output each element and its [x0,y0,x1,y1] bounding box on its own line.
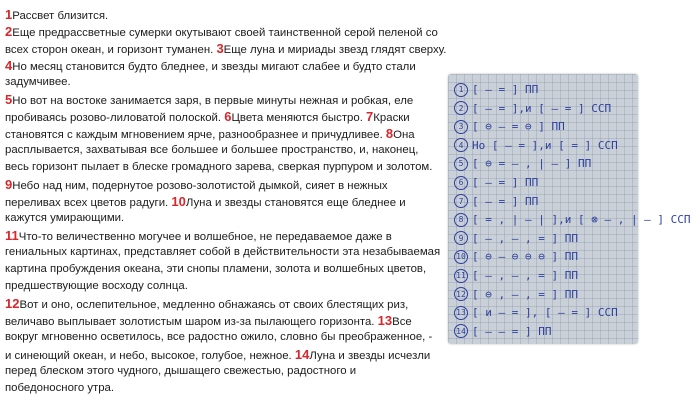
scheme-number: 5 [454,157,468,171]
text-line [5,346,445,363]
text-line [5,142,445,159]
scheme-text: [ – , – , = ] ПП [472,269,578,282]
text-line [5,261,445,278]
scheme-text: [ ⊖ – = ⊖ ] ПП [472,120,565,134]
sentence-number: 8 [385,126,394,141]
text-line [5,57,445,74]
sentence-number: 2 [5,24,13,39]
text-segment: и синеющий океан, и небо, высокое, голубое, нежное. [5,350,295,362]
scheme-number: 8 [454,213,468,227]
scheme-number: 6 [454,176,468,190]
text-segment: расплывается, захватывая все большее и большее пространство, и, наконец, [5,144,419,156]
text-line [5,125,445,142]
text-line [5,244,445,261]
sentence-number: 3 [216,41,224,56]
scheme-number: 9 [454,231,468,245]
scheme-number: 14 [454,324,468,338]
scheme-row [454,99,611,118]
text-segment: Все [392,316,412,328]
scheme-row [454,136,618,155]
sentence-number: 14 [294,347,310,362]
text-segment: Краски [373,112,410,124]
text-line [5,295,445,312]
text-segment: переливах всех цветов радуги. [5,197,172,209]
sentence-number: 4 [5,58,13,73]
text-line [5,159,445,176]
text-segment: Еще предрассветные сумерки окутывают своей таинственной серой пеленой со [12,27,438,39]
text-segment: картина пробуждения океана, эти снопы пламени, золота и волшебных цветов, [5,263,427,275]
text-segment: Луна и звезды исчезли [309,350,431,362]
text-line [5,329,445,346]
scheme-number: 12 [454,287,468,301]
sentence-number: 10 [171,194,186,209]
text-line [5,108,445,125]
scheme-row [454,192,538,211]
text-segment: Что-то величественно могучее и волшебное, не передаваемое даже в [18,231,392,243]
text-line [5,74,445,91]
scheme-number: 3 [454,120,468,134]
scheme-text: [ – , – , = ] ПП [472,231,578,245]
text-line [5,227,445,244]
scheme-text: Но [ – = ],и [ = ] ССП [472,138,618,152]
text-segment: пробиваясь розово-лиловатой полоской. [5,112,225,124]
text-line [5,363,445,380]
text-line [5,6,445,23]
text-segment: Вот и оно, ослепительное, медленно обнажаясь от своих блестящих риз, [19,299,409,311]
scheme-row [454,322,551,341]
scheme-text: [ – = ] ПП [472,194,539,208]
scheme-row [454,303,618,322]
scheme-row [454,210,691,229]
text-segment: Еще луна и мириады звезд глядят сверху. [223,44,447,56]
scheme-number: 2 [454,101,468,115]
text-line [5,380,445,397]
scheme-text: [ – = ],и [ – = ] ССП [472,101,612,115]
text-segment: Цвета меняются быстро. [231,112,367,124]
sentence-number: 6 [224,109,232,124]
text-segment: весь горизонт пылает в блеске громадного зарева, сверкая пурпуром и золотом. [5,161,433,173]
text-line [5,91,445,108]
scheme-row [454,229,578,248]
text-segment: вокруг мгновенно осветилось, все радостно ожило, словно бы преображенное, - [5,331,433,343]
scheme-number: 11 [454,269,468,283]
text-segment: Небо над ним, подернутое розово-золотистой дымкой, сияет в нежных [12,180,388,192]
text-segment: Но месяц становится будто бледнее, и звезды мигают слабее и будто стали [12,61,416,73]
text-segment: предшествующие восходу солнца. [5,280,188,292]
scheme-number: 1 [454,83,468,97]
scheme-row [454,117,565,136]
scheme-row [454,80,538,99]
scheme-row [454,247,578,266]
scheme-number: 10 [454,250,468,264]
text-line [5,23,445,40]
sentence-number: 12 [5,296,20,311]
text-line [5,312,445,329]
scheme-text: [ ⊖ – ⊖ ⊖ ⊖ ] ПП [472,250,578,264]
text-segment: гениальных картинах, представляет собой в действительности эта незабываемая [5,246,441,258]
sentence-number: 13 [377,313,393,328]
essay-text [5,6,445,397]
sentence-number: 11 [5,228,19,243]
scheme-text: [ – = ] ПП [472,176,539,189]
sentence-number: 5 [5,92,13,107]
scheme-row [454,266,578,285]
text-segment: кажутся умирающими. [5,212,125,224]
scheme-number: 4 [454,138,468,152]
text-segment: Но вот на востоке занимается заря, в первые минуты нежная и робкая, еле [12,95,414,107]
text-segment: перед блеском этого чудного, дышащего свежестью, радостного и [5,365,357,377]
scheme-text: [ – – = ] ПП [472,324,552,338]
scheme-text: [ ⊖ , – , = ] ПП [472,287,578,301]
text-segment: становятся с каждым мгновением ярче, разнообразнее и причудливее. [5,129,386,141]
notebook-photo [448,74,691,344]
scheme-row [454,285,578,304]
text-line [5,176,445,193]
scheme-text: [ – = ] ПП [472,83,539,96]
text-segment: победоносного утра. [5,382,115,394]
text-line [5,210,445,227]
sentence-number: 7 [366,109,374,124]
text-line [5,40,445,57]
text-segment: задумчивее. [5,76,71,88]
text-segment: Она [393,129,415,141]
text-segment: Рассвет близится. [12,10,109,22]
text-segment: Луна и звезды становятся еще бледнее и [185,197,406,209]
scheme-row [454,154,591,173]
scheme-text: [ ⊖ = – , | – ] ПП [472,157,592,171]
scheme-number: 7 [454,194,468,208]
scheme-text: [ и – = ], [ – = ] ССП [472,306,618,320]
sentence-number: 9 [5,177,13,192]
text-segment: величаво выплывает золотистым шаром из-за пылающего горизонта. [5,316,378,328]
scheme-number: 13 [454,306,468,320]
scheme-row [454,173,538,192]
text-line [5,193,445,210]
sentence-number: 1 [5,7,13,22]
scheme-text: [ = , | – | ],и [ ⊗ – , | – ] ССП [472,213,691,227]
text-segment: всех сторон океан, и горизонт туманен. [5,44,217,56]
text-line [5,278,445,295]
